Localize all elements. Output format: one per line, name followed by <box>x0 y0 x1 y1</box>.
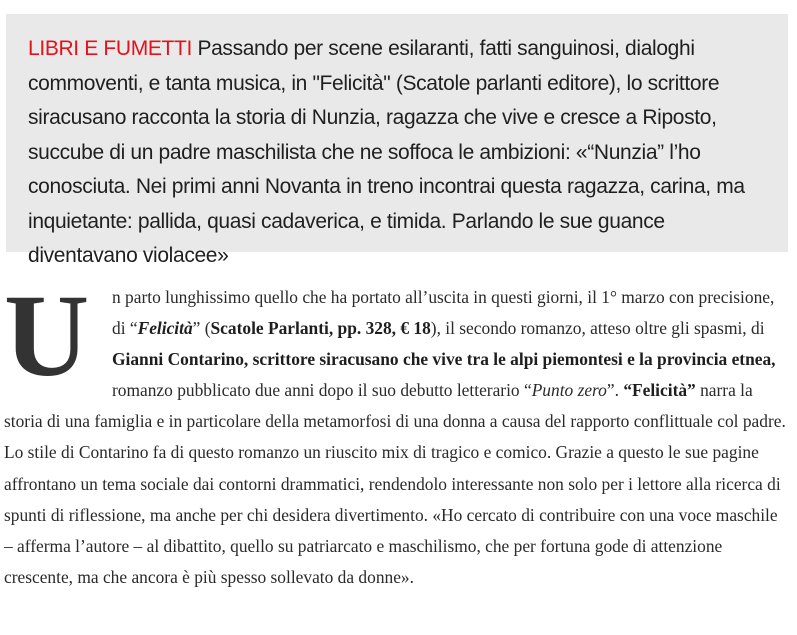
summary-paragraph <box>28 32 768 274</box>
text-segment: ”. <box>606 380 624 401</box>
author-info: Gianni Contarino, scrittore siracusano che vive tra le alpi piemontesi e la provincia etnea, <box>112 349 776 370</box>
summary-text: Passando per scene esilaranti, fatti sanguinosi, dialoghi commoventi, e tanta musica, in "Felicità" (Scatole parlanti editore), lo scrittore siracusano racconta la storia di Nunzia, ragazza che vive e cresce a Riposto, succube di un padre maschilista che ne soffoca le ambizioni: «“Nunzia” l’ho conosciuta. Nei primi anni Novanta in treno incontrai questa ragazza, carina, ma inquietante: pallida, quasi cadaverica, e timida. Parlando le sue guance diventavano violacee» <box>28 37 745 267</box>
book-title: Felicità <box>137 318 193 339</box>
article-paragraph <box>4 270 788 593</box>
debut-title: Punto zero <box>531 380 607 401</box>
article-body <box>4 270 788 593</box>
summary-box <box>6 14 788 267</box>
section-kicker[interactable]: LIBRI E FUMETTI <box>28 37 192 60</box>
text-segment: ” ( <box>192 318 211 339</box>
text-segment: ), il secondo romanzo, atteso oltre gli spasmi, di <box>430 318 765 339</box>
drop-cap: U <box>4 270 90 401</box>
book-title-quoted: “Felicità” <box>623 380 696 401</box>
publisher-info: Scatole Parlanti, pp. 328, € 18 <box>210 318 431 339</box>
text-segment: narra la storia di una famiglia e in particolare della metamorfosi di una donna a causa del rapporto conflittuale col padre. Lo stile di Contarino fa di questo romanzo un riuscito mix di tragico e comico. Grazie a questo le sue pagine affrontano un tema sociale dai contorni drammatici, rendendolo interessante non solo per i lettore alla ricerca di spunti di riflessione, ma anche per chi desidera divertimento. «Ho cercato di contribuire con una voce maschile – afferma l’autore – al dibattito, quello su patriarcato e maschilismo, che per fortuna gode di attenzione crescente, ma che ancora è più spesso sollevato da donne». <box>4 380 786 587</box>
text-segment: n parto lunghissimo quello che ha portato all’uscita in questi giorni, il 1° marzo con precisione, di “ <box>112 287 775 339</box>
text-segment: romanzo pubblicato due anni dopo il suo debutto letterario “ <box>112 380 532 401</box>
